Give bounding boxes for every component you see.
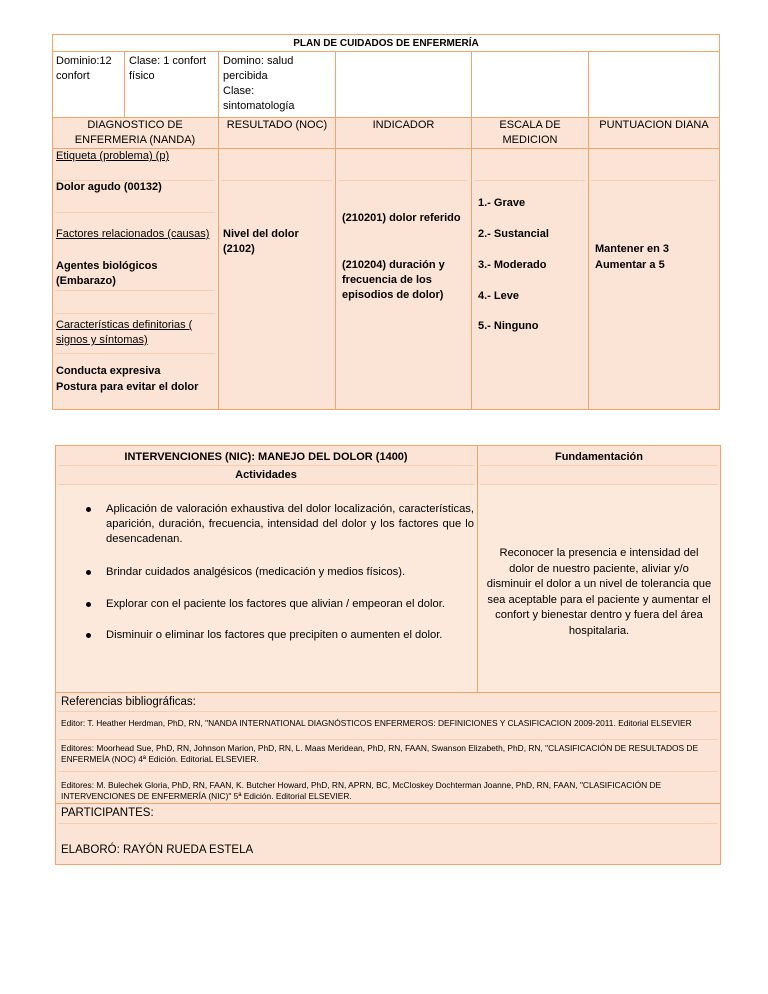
domain-2: Domino: salud percibida (223, 55, 294, 82)
reference-item: Editores: Moorhead Sue, PhD, RN, Johnson Marion, PhD, RN, L. Maas Meridean, PhD, RN, FAAN, Swanson Elizabeth, PhD, RN, "CLASIFICACIÓN DE RESULTADOS DE ENFERMEÍA (NOC) 4ª Edición. EditoriaL ELSEVIER. (61, 743, 699, 764)
header-diagnosis: DIAGNOSTICO DE ENFERMERIA (NANDA) (74, 119, 196, 146)
nic-title: INTERVENCIONES (NIC): MANEJO DEL DOLOR (1400) (124, 451, 408, 463)
scale-1: 1.- Grave (478, 197, 526, 209)
activities-list (60, 502, 474, 655)
participants-author: ELABORÓ: RAYÓN RUEDA ESTELA (61, 844, 254, 856)
label-problem: Etiqueta (problema) (p) (56, 150, 170, 162)
target-2: Aumentar a 5 (595, 259, 665, 271)
class-1: Clase: 1 confort físico (129, 55, 207, 82)
header-target: PUNTUACION DIANA (599, 119, 709, 131)
indicator-1: (210201) dolor referido (342, 212, 461, 224)
header-noc: RESULTADO (NOC) (226, 119, 328, 131)
label-characteristics: Características definitorias ( signos y síntomas) (56, 319, 193, 346)
characteristic-1: Conducta expresiva (56, 365, 161, 377)
activity-item: Explorar con el paciente los factores que alivian / empeoran el dolor. (60, 597, 474, 612)
factors: Agentes biológicos (Embarazo) (56, 260, 158, 287)
label-factors: Factores relacionados (causas) (56, 228, 210, 240)
header-scale: ESCALA DE MEDICION (499, 119, 561, 146)
noc-result: Nivel del dolor (2102) (223, 228, 299, 255)
participants-header: PARTICIPANTES: (61, 807, 154, 819)
scale-2: 2.- Sustancial (478, 228, 549, 240)
references-header: Referencias bibliográficas: (61, 696, 196, 708)
indicator-2: (210204) duración y frecuencia de los episodios de dolor) (342, 259, 445, 301)
rationale-header: Fundamentación (554, 451, 643, 463)
activity-item: Disminuir o eliminar los factores que precipiten o aumenten el dolor. (60, 628, 474, 643)
activity-item: Aplicación de valoración exhaustiva del dolor localización, características, aparición, duración, frecuencia, intensidad del dolor y los factores que lo desencadenan. (60, 502, 474, 547)
scale-4: 4.- Leve (478, 290, 519, 302)
problem: Dolor agudo (00132) (56, 181, 162, 193)
characteristic-2: Postura para evitar el dolor (56, 381, 199, 393)
domain-1: Dominio:12 confort (56, 55, 112, 82)
reference-item: Editor: T. Heather Herdman, PhD, RN, "NANDA INTERNATIONAL DIAGNÓSTICOS ENFERMEROS: DEFINICIONES Y CLASIFICACION 2009-2011. Editorial ELSEVIER (61, 718, 692, 728)
class-2: Clase: sintomatología (223, 85, 295, 112)
activity-item: Brindar cuidados analgésicos (medicación y medios físicos). (60, 565, 474, 580)
scale-3: 3.- Moderado (478, 259, 547, 271)
plan-title: PLAN DE CUIDADOS DE ENFERMERÍA (293, 38, 479, 49)
header-indicator: INDICADOR (372, 119, 435, 131)
scale-5: 5.- Ninguno (478, 320, 539, 332)
reference-item: Editores: M. Bulechek Gloria, PhD, RN, FAAN, K. Butcher Howard, PhD, RN, APRN, BC, McCloskey Dochterman Joanne, PhD, RN, FAAN, "CLASIFICACIÓN DE INTERVENCIONES DE ENFERMERÍA (NIC)" 5ª Edición. Editorial ELSEVIER. (61, 780, 662, 801)
activities-header: Actividades (235, 469, 297, 481)
rationale-text: Reconocer la presencia e intensidad del dolor de nuestro paciente, aliviar y/o disminuir el dolor a un nivel de tolerancia que sea aceptable para el paciente y aumentar el confort y bienestar dentro y fuera del área hospitalaria. (486, 547, 712, 637)
target-1: Mantener en 3 (595, 243, 669, 255)
